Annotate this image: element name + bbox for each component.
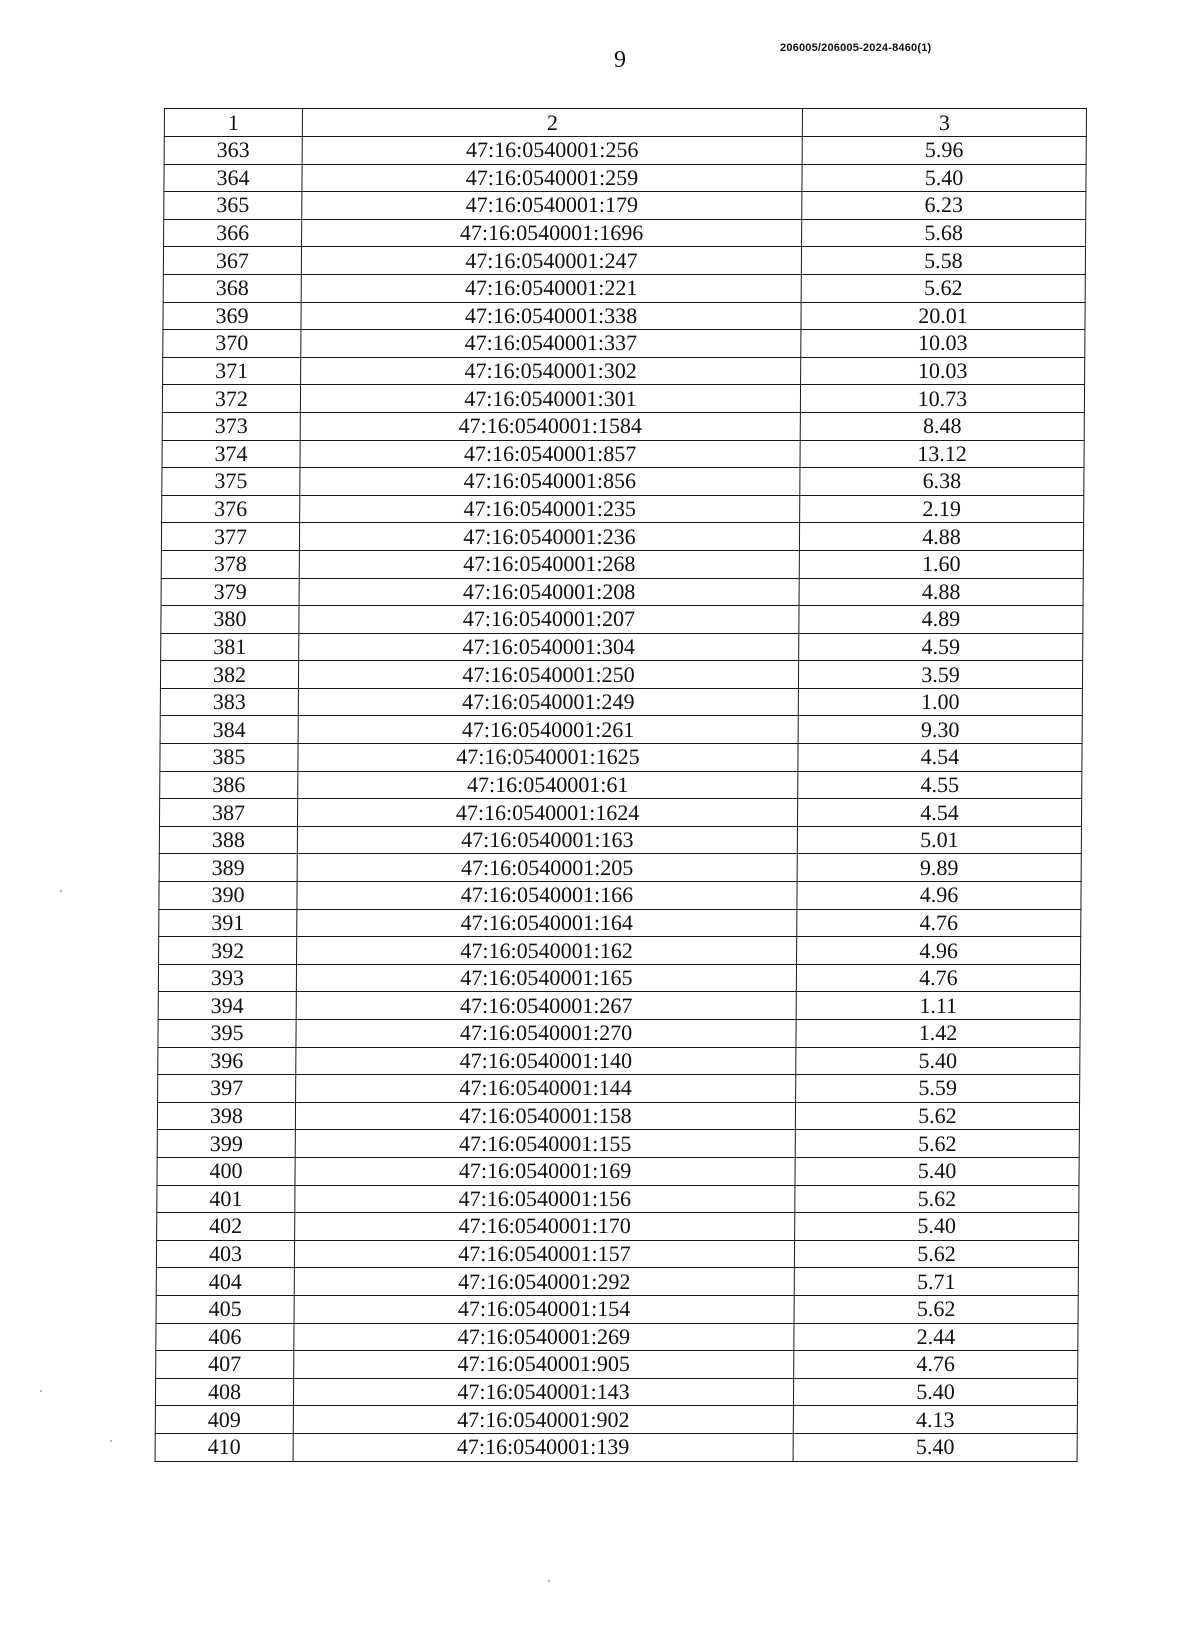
value-cell: 4.54	[797, 799, 1081, 827]
table-row	[158, 1075, 1080, 1103]
row-number-cell: 410	[155, 1433, 293, 1461]
value-cell: 5.62	[795, 1130, 1079, 1158]
row-number-cell: 387	[159, 799, 297, 827]
row-number-cell: 405	[156, 1295, 294, 1323]
table-row	[157, 1130, 1079, 1158]
value-cell: 3.59	[798, 661, 1082, 689]
row-number-cell: 398	[157, 1102, 295, 1130]
value-cell: 4.96	[797, 882, 1081, 910]
row-number-cell: 371	[163, 357, 301, 385]
table-row	[163, 357, 1085, 385]
row-number-cell: 399	[157, 1130, 295, 1158]
table-row	[158, 964, 1080, 992]
value-cell: 4.59	[799, 633, 1083, 661]
value-cell: 1.00	[798, 688, 1082, 716]
row-number-cell: 376	[162, 495, 300, 523]
cadastral-number-cell: 47:16:0540001:250	[298, 661, 798, 689]
table-row	[162, 468, 1084, 496]
table-row	[156, 1323, 1078, 1351]
value-cell: 5.68	[802, 219, 1086, 247]
cadastral-number-cell: 47:16:0540001:163	[297, 826, 797, 854]
value-cell: 5.62	[795, 1185, 1079, 1213]
value-cell: 4.13	[793, 1406, 1077, 1434]
table-row	[157, 1157, 1079, 1185]
value-cell: 10.03	[801, 357, 1085, 385]
table-row	[163, 330, 1085, 358]
document-id: 206005/206005-2024-8460(1)	[780, 42, 932, 54]
cadastral-number-cell: 47:16:0540001:221	[301, 274, 801, 302]
cadastral-number-cell: 47:16:0540001:144	[296, 1075, 796, 1103]
cadastral-number-cell: 47:16:0540001:259	[302, 164, 802, 192]
value-cell: 1.60	[799, 550, 1083, 578]
row-number-cell: 372	[162, 385, 300, 413]
row-number-cell: 401	[157, 1185, 295, 1213]
table-row	[161, 578, 1083, 606]
table-row	[162, 495, 1084, 523]
value-cell: 4.96	[797, 937, 1081, 965]
row-number-cell: 403	[156, 1240, 294, 1268]
value-cell: 10.73	[800, 385, 1084, 413]
value-cell: 4.55	[798, 771, 1082, 799]
row-number-cell: 409	[155, 1406, 293, 1434]
cadastral-number-cell: 47:16:0540001:301	[300, 385, 800, 413]
table-row	[163, 247, 1085, 275]
cadastral-number-cell: 47:16:0540001:158	[295, 1102, 795, 1130]
column-header-1: 1	[164, 109, 302, 137]
row-number-cell: 394	[158, 992, 296, 1020]
table-row	[156, 1240, 1078, 1268]
row-number-cell: 379	[161, 578, 299, 606]
value-cell: 5.62	[794, 1240, 1078, 1268]
row-number-cell: 404	[156, 1268, 294, 1296]
row-number-cell: 392	[159, 937, 297, 965]
cadastral-number-cell: 47:16:0540001:902	[293, 1406, 793, 1434]
row-number-cell: 397	[158, 1075, 296, 1103]
cadastral-number-cell: 47:16:0540001:170	[295, 1213, 795, 1241]
table-row	[161, 523, 1083, 551]
row-number-cell: 385	[160, 744, 298, 772]
table-row	[159, 854, 1081, 882]
cadastral-number-cell: 47:16:0540001:292	[294, 1268, 794, 1296]
row-number-cell: 402	[157, 1213, 295, 1241]
row-number-cell: 389	[159, 854, 297, 882]
table-row	[158, 992, 1080, 1020]
row-number-cell: 390	[159, 882, 297, 910]
cadastral-number-cell: 47:16:0540001:270	[296, 1020, 796, 1048]
row-number-cell: 366	[164, 219, 302, 247]
row-number-cell: 400	[157, 1157, 295, 1185]
row-number-cell: 393	[158, 964, 296, 992]
table-row	[160, 688, 1082, 716]
table-row	[159, 826, 1081, 854]
value-cell: 2.44	[794, 1323, 1078, 1351]
value-cell: 1.42	[796, 1020, 1080, 1048]
cadastral-number-cell: 47:16:0540001:1625	[298, 744, 798, 772]
table-container	[155, 108, 1086, 1462]
cadastral-number-cell: 47:16:0540001:247	[301, 247, 801, 275]
cadastral-number-cell: 47:16:0540001:1624	[297, 799, 797, 827]
cadastral-number-cell: 47:16:0540001:338	[301, 302, 801, 330]
cadastral-number-cell: 47:16:0540001:857	[300, 440, 800, 468]
row-number-cell: 373	[162, 412, 300, 440]
table-row	[158, 1020, 1080, 1048]
cadastral-number-cell: 47:16:0540001:169	[295, 1157, 795, 1185]
cadastral-number-cell: 47:16:0540001:269	[294, 1323, 794, 1351]
scan-speck	[40, 1390, 42, 1392]
cadastral-number-cell: 47:16:0540001:856	[300, 468, 800, 496]
data-table	[155, 108, 1087, 1462]
row-number-cell: 377	[161, 523, 299, 551]
value-cell: 5.62	[801, 274, 1085, 302]
table-row	[156, 1295, 1078, 1323]
table-row	[162, 385, 1084, 413]
table-row	[159, 882, 1081, 910]
cadastral-number-cell: 47:16:0540001:140	[296, 1047, 796, 1075]
table-row	[164, 164, 1086, 192]
table-row	[160, 744, 1082, 772]
row-number-cell: 368	[163, 274, 301, 302]
row-number-cell: 369	[163, 302, 301, 330]
table-row	[157, 1102, 1079, 1130]
value-cell: 1.11	[796, 992, 1080, 1020]
table-row	[155, 1406, 1077, 1434]
value-cell: 9.89	[797, 854, 1081, 882]
cadastral-number-cell: 47:16:0540001:166	[297, 882, 797, 910]
cadastral-number-cell: 47:16:0540001:157	[294, 1240, 794, 1268]
value-cell: 5.40	[793, 1433, 1077, 1461]
value-cell: 2.19	[800, 495, 1084, 523]
cadastral-number-cell: 47:16:0540001:905	[294, 1351, 794, 1379]
row-number-cell: 378	[161, 550, 299, 578]
table-row	[157, 1213, 1079, 1241]
cadastral-number-cell: 47:16:0540001:165	[296, 964, 796, 992]
cadastral-number-cell: 47:16:0540001:154	[294, 1295, 794, 1323]
row-number-cell: 388	[159, 826, 297, 854]
cadastral-number-cell: 47:16:0540001:268	[299, 550, 799, 578]
row-number-cell: 363	[164, 137, 302, 165]
table-row	[156, 1268, 1078, 1296]
row-number-cell: 406	[156, 1323, 294, 1351]
cadastral-number-cell: 47:16:0540001:236	[299, 523, 799, 551]
table-row	[157, 1185, 1079, 1213]
value-cell: 8.48	[800, 412, 1084, 440]
table-row	[158, 1047, 1080, 1075]
cadastral-number-cell: 47:16:0540001:261	[298, 716, 798, 744]
table-row	[155, 1378, 1077, 1406]
table-row	[161, 633, 1083, 661]
cadastral-number-cell: 47:16:0540001:1584	[300, 412, 800, 440]
table-body	[155, 137, 1086, 1462]
value-cell: 4.88	[799, 523, 1083, 551]
value-cell: 13.12	[800, 440, 1084, 468]
value-cell: 4.76	[794, 1351, 1078, 1379]
table-row	[159, 799, 1081, 827]
cadastral-number-cell: 47:16:0540001:304	[299, 633, 799, 661]
row-number-cell: 407	[156, 1351, 294, 1379]
scan-speck	[548, 1580, 550, 1582]
value-cell: 9.30	[798, 716, 1082, 744]
cadastral-number-cell: 47:16:0540001:179	[302, 192, 802, 220]
value-cell: 5.40	[795, 1157, 1079, 1185]
cadastral-number-cell: 47:16:0540001:162	[297, 937, 797, 965]
value-cell: 6.38	[800, 468, 1084, 496]
table-row	[163, 302, 1085, 330]
value-cell: 4.76	[796, 964, 1080, 992]
value-cell: 5.01	[797, 826, 1081, 854]
value-cell: 5.40	[802, 164, 1086, 192]
row-number-cell: 391	[159, 909, 297, 937]
row-number-cell: 364	[164, 164, 302, 192]
cadastral-number-cell: 47:16:0540001:143	[293, 1378, 793, 1406]
cadastral-number-cell: 47:16:0540001:139	[293, 1433, 793, 1461]
table-row	[164, 192, 1086, 220]
value-cell: 4.54	[798, 744, 1082, 772]
table-header-row	[164, 109, 1086, 137]
column-header-3: 3	[802, 109, 1086, 137]
cadastral-number-cell: 47:16:0540001:267	[296, 992, 796, 1020]
row-number-cell: 374	[162, 440, 300, 468]
table-row	[160, 661, 1082, 689]
value-cell: 5.40	[795, 1213, 1079, 1241]
table-row	[162, 440, 1084, 468]
table-row	[164, 137, 1086, 165]
value-cell: 5.40	[796, 1047, 1080, 1075]
cadastral-number-cell: 47:16:0540001:337	[301, 330, 801, 358]
table-row	[162, 412, 1084, 440]
value-cell: 5.62	[795, 1102, 1079, 1130]
table-row	[160, 771, 1082, 799]
table-row	[155, 1433, 1077, 1461]
value-cell: 5.96	[802, 137, 1086, 165]
row-number-cell: 384	[160, 716, 298, 744]
cadastral-number-cell: 47:16:0540001:155	[295, 1130, 795, 1158]
row-number-cell: 396	[158, 1047, 296, 1075]
cadastral-number-cell: 47:16:0540001:156	[295, 1185, 795, 1213]
cadastral-number-cell: 47:16:0540001:207	[299, 606, 799, 634]
value-cell: 5.62	[794, 1295, 1078, 1323]
table-row	[164, 219, 1086, 247]
value-cell: 5.71	[794, 1268, 1078, 1296]
row-number-cell: 380	[161, 606, 299, 634]
value-cell: 4.76	[797, 909, 1081, 937]
scan-speck	[110, 1440, 112, 1442]
cadastral-number-cell: 47:16:0540001:164	[297, 909, 797, 937]
value-cell: 6.23	[802, 192, 1086, 220]
table-row	[160, 716, 1082, 744]
cadastral-number-cell: 47:16:0540001:208	[299, 578, 799, 606]
table-row	[161, 550, 1083, 578]
row-number-cell: 370	[163, 330, 301, 358]
value-cell: 5.59	[796, 1075, 1080, 1103]
value-cell: 5.40	[793, 1378, 1077, 1406]
value-cell: 4.89	[799, 606, 1083, 634]
table-row	[163, 274, 1085, 302]
row-number-cell: 375	[162, 468, 300, 496]
scan-speck	[60, 890, 62, 892]
row-number-cell: 365	[164, 192, 302, 220]
value-cell: 20.01	[801, 302, 1085, 330]
value-cell: 5.58	[801, 247, 1085, 275]
cadastral-number-cell: 47:16:0540001:249	[298, 688, 798, 716]
row-number-cell: 386	[160, 771, 298, 799]
table-row	[159, 909, 1081, 937]
cadastral-number-cell: 47:16:0540001:256	[302, 137, 802, 165]
value-cell: 4.88	[799, 578, 1083, 606]
table-row	[161, 606, 1083, 634]
cadastral-number-cell: 47:16:0540001:1696	[302, 219, 802, 247]
page-number: 9	[614, 47, 626, 73]
value-cell: 10.03	[801, 330, 1085, 358]
row-number-cell: 395	[158, 1020, 296, 1048]
row-number-cell: 382	[160, 661, 298, 689]
column-header-2: 2	[302, 109, 802, 137]
cadastral-number-cell: 47:16:0540001:205	[297, 854, 797, 882]
row-number-cell: 367	[163, 247, 301, 275]
table-row	[159, 937, 1081, 965]
table-row	[156, 1351, 1078, 1379]
row-number-cell: 383	[160, 688, 298, 716]
row-number-cell: 381	[161, 633, 299, 661]
cadastral-number-cell: 47:16:0540001:235	[300, 495, 800, 523]
row-number-cell: 408	[155, 1378, 293, 1406]
cadastral-number-cell: 47:16:0540001:61	[298, 771, 798, 799]
cadastral-number-cell: 47:16:0540001:302	[301, 357, 801, 385]
